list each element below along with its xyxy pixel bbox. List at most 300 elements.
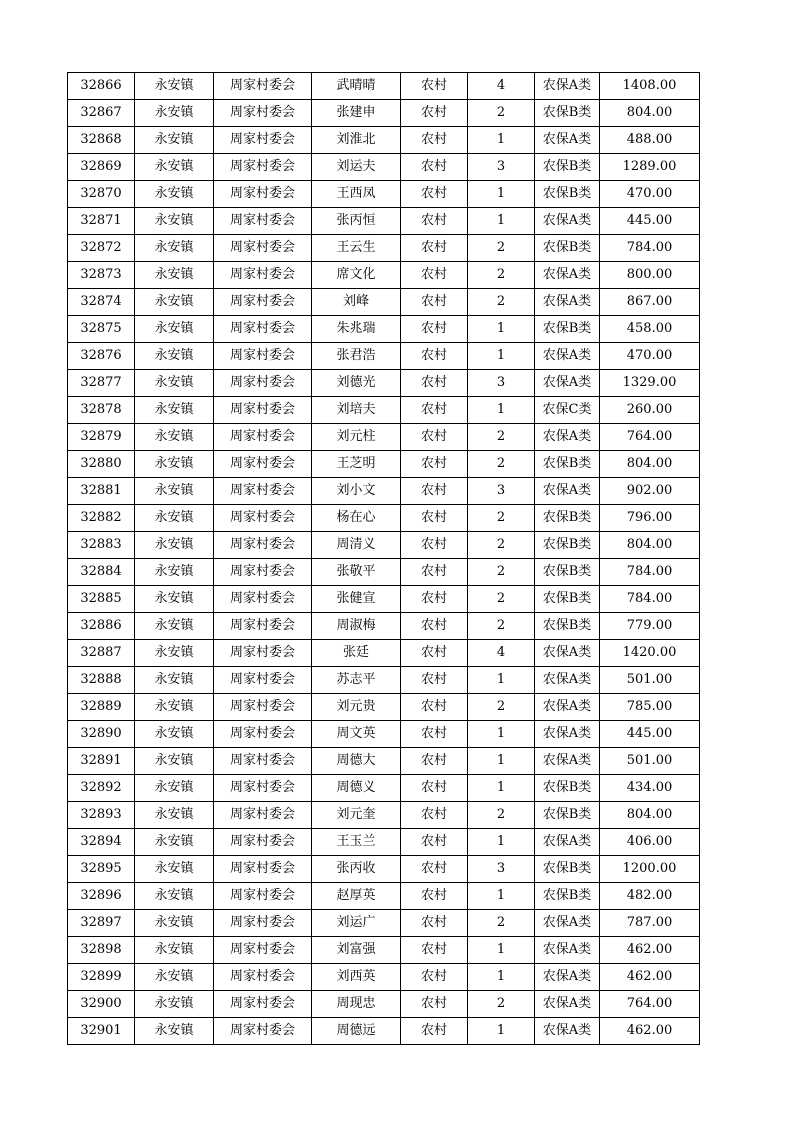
table-row xyxy=(68,73,700,100)
amount-cell: 804.00 xyxy=(600,802,700,829)
household-count-cell: 3 xyxy=(468,370,535,397)
table-row xyxy=(68,640,700,667)
household-count-cell: 2 xyxy=(468,991,535,1018)
amount-cell: 482.00 xyxy=(600,883,700,910)
town-cell: 永安镇 xyxy=(135,775,214,802)
record-id-cell: 32897 xyxy=(68,910,135,937)
name-cell: 刘西英 xyxy=(312,964,401,991)
village-committee-cell: 周家村委会 xyxy=(214,721,312,748)
household-count-cell: 2 xyxy=(468,451,535,478)
table-row xyxy=(68,613,700,640)
category-cell: 农保A类 xyxy=(535,1018,600,1045)
record-id-cell: 32893 xyxy=(68,802,135,829)
category-cell: 农保A类 xyxy=(535,667,600,694)
town-cell: 永安镇 xyxy=(135,262,214,289)
amount-cell: 462.00 xyxy=(600,1018,700,1045)
amount-cell: 488.00 xyxy=(600,127,700,154)
household-count-cell: 3 xyxy=(468,154,535,181)
record-id-cell: 32888 xyxy=(68,667,135,694)
category-cell: 农保A类 xyxy=(535,289,600,316)
area-type-cell: 农村 xyxy=(401,1018,468,1045)
town-cell: 永安镇 xyxy=(135,451,214,478)
category-cell: 农保A类 xyxy=(535,937,600,964)
household-count-cell: 3 xyxy=(468,856,535,883)
area-type-cell: 农村 xyxy=(401,316,468,343)
name-cell: 刘德光 xyxy=(312,370,401,397)
town-cell: 永安镇 xyxy=(135,100,214,127)
village-committee-cell: 周家村委会 xyxy=(214,829,312,856)
household-count-cell: 2 xyxy=(468,100,535,127)
name-cell: 张建申 xyxy=(312,100,401,127)
household-count-cell: 1 xyxy=(468,937,535,964)
village-committee-cell: 周家村委会 xyxy=(214,559,312,586)
town-cell: 永安镇 xyxy=(135,856,214,883)
town-cell: 永安镇 xyxy=(135,829,214,856)
area-type-cell: 农村 xyxy=(401,667,468,694)
village-committee-cell: 周家村委会 xyxy=(214,991,312,1018)
village-committee-cell: 周家村委会 xyxy=(214,478,312,505)
household-count-cell: 2 xyxy=(468,505,535,532)
amount-cell: 470.00 xyxy=(600,181,700,208)
household-count-cell: 2 xyxy=(468,289,535,316)
amount-cell: 796.00 xyxy=(600,505,700,532)
record-id-cell: 32875 xyxy=(68,316,135,343)
town-cell: 永安镇 xyxy=(135,559,214,586)
town-cell: 永安镇 xyxy=(135,991,214,1018)
category-cell: 农保A类 xyxy=(535,829,600,856)
town-cell: 永安镇 xyxy=(135,910,214,937)
table-row xyxy=(68,829,700,856)
town-cell: 永安镇 xyxy=(135,424,214,451)
household-count-cell: 4 xyxy=(468,73,535,100)
town-cell: 永安镇 xyxy=(135,154,214,181)
table-row xyxy=(68,586,700,613)
village-committee-cell: 周家村委会 xyxy=(214,937,312,964)
household-count-cell: 1 xyxy=(468,748,535,775)
category-cell: 农保B类 xyxy=(535,451,600,478)
table-row xyxy=(68,424,700,451)
table-row xyxy=(68,505,700,532)
area-type-cell: 农村 xyxy=(401,370,468,397)
record-id-cell: 32872 xyxy=(68,235,135,262)
category-cell: 农保B类 xyxy=(535,235,600,262)
village-committee-cell: 周家村委会 xyxy=(214,667,312,694)
table-row xyxy=(68,235,700,262)
table-row xyxy=(68,532,700,559)
category-cell: 农保B类 xyxy=(535,856,600,883)
category-cell: 农保B类 xyxy=(535,586,600,613)
category-cell: 农保A类 xyxy=(535,721,600,748)
name-cell: 刘运广 xyxy=(312,910,401,937)
table-row xyxy=(68,748,700,775)
name-cell: 周清义 xyxy=(312,532,401,559)
village-committee-cell: 周家村委会 xyxy=(214,154,312,181)
table-row xyxy=(68,289,700,316)
area-type-cell: 农村 xyxy=(401,883,468,910)
amount-cell: 445.00 xyxy=(600,208,700,235)
name-cell: 刘峰 xyxy=(312,289,401,316)
town-cell: 永安镇 xyxy=(135,505,214,532)
category-cell: 农保A类 xyxy=(535,748,600,775)
amount-cell: 458.00 xyxy=(600,316,700,343)
village-committee-cell: 周家村委会 xyxy=(214,910,312,937)
village-committee-cell: 周家村委会 xyxy=(214,532,312,559)
area-type-cell: 农村 xyxy=(401,235,468,262)
name-cell: 刘小文 xyxy=(312,478,401,505)
amount-cell: 779.00 xyxy=(600,613,700,640)
area-type-cell: 农村 xyxy=(401,640,468,667)
village-committee-cell: 周家村委会 xyxy=(214,883,312,910)
area-type-cell: 农村 xyxy=(401,181,468,208)
household-count-cell: 2 xyxy=(468,559,535,586)
area-type-cell: 农村 xyxy=(401,586,468,613)
name-cell: 刘元柱 xyxy=(312,424,401,451)
village-committee-cell: 周家村委会 xyxy=(214,694,312,721)
category-cell: 农保B类 xyxy=(535,505,600,532)
record-id-cell: 32901 xyxy=(68,1018,135,1045)
records-table xyxy=(67,72,700,1045)
name-cell: 王玉兰 xyxy=(312,829,401,856)
amount-cell: 1329.00 xyxy=(600,370,700,397)
village-committee-cell: 周家村委会 xyxy=(214,289,312,316)
record-id-cell: 32896 xyxy=(68,883,135,910)
village-committee-cell: 周家村委会 xyxy=(214,316,312,343)
household-count-cell: 2 xyxy=(468,802,535,829)
table-row xyxy=(68,478,700,505)
area-type-cell: 农村 xyxy=(401,289,468,316)
record-id-cell: 32892 xyxy=(68,775,135,802)
town-cell: 永安镇 xyxy=(135,748,214,775)
village-committee-cell: 周家村委会 xyxy=(214,505,312,532)
household-count-cell: 1 xyxy=(468,667,535,694)
area-type-cell: 农村 xyxy=(401,73,468,100)
table-row xyxy=(68,262,700,289)
table-row xyxy=(68,937,700,964)
category-cell: 农保B类 xyxy=(535,883,600,910)
amount-cell: 501.00 xyxy=(600,667,700,694)
area-type-cell: 农村 xyxy=(401,829,468,856)
name-cell: 周德远 xyxy=(312,1018,401,1045)
table-row xyxy=(68,721,700,748)
category-cell: 农保B类 xyxy=(535,532,600,559)
name-cell: 周德大 xyxy=(312,748,401,775)
area-type-cell: 农村 xyxy=(401,964,468,991)
household-count-cell: 2 xyxy=(468,262,535,289)
amount-cell: 784.00 xyxy=(600,586,700,613)
amount-cell: 902.00 xyxy=(600,478,700,505)
village-committee-cell: 周家村委会 xyxy=(214,424,312,451)
name-cell: 席文化 xyxy=(312,262,401,289)
category-cell: 农保B类 xyxy=(535,181,600,208)
table-row xyxy=(68,100,700,127)
village-committee-cell: 周家村委会 xyxy=(214,613,312,640)
area-type-cell: 农村 xyxy=(401,451,468,478)
village-committee-cell: 周家村委会 xyxy=(214,343,312,370)
name-cell: 张君浩 xyxy=(312,343,401,370)
amount-cell: 470.00 xyxy=(600,343,700,370)
table-row xyxy=(68,397,700,424)
area-type-cell: 农村 xyxy=(401,478,468,505)
category-cell: 农保B类 xyxy=(535,100,600,127)
name-cell: 杨在心 xyxy=(312,505,401,532)
category-cell: 农保A类 xyxy=(535,991,600,1018)
category-cell: 农保B类 xyxy=(535,802,600,829)
household-count-cell: 1 xyxy=(468,829,535,856)
town-cell: 永安镇 xyxy=(135,316,214,343)
record-id-cell: 32866 xyxy=(68,73,135,100)
amount-cell: 784.00 xyxy=(600,235,700,262)
amount-cell: 1408.00 xyxy=(600,73,700,100)
area-type-cell: 农村 xyxy=(401,262,468,289)
name-cell: 朱兆瑞 xyxy=(312,316,401,343)
amount-cell: 260.00 xyxy=(600,397,700,424)
name-cell: 武晴晴 xyxy=(312,73,401,100)
town-cell: 永安镇 xyxy=(135,937,214,964)
town-cell: 永安镇 xyxy=(135,397,214,424)
town-cell: 永安镇 xyxy=(135,208,214,235)
village-committee-cell: 周家村委会 xyxy=(214,127,312,154)
village-committee-cell: 周家村委会 xyxy=(214,964,312,991)
record-id-cell: 32881 xyxy=(68,478,135,505)
area-type-cell: 农村 xyxy=(401,397,468,424)
record-id-cell: 32884 xyxy=(68,559,135,586)
name-cell: 刘培夫 xyxy=(312,397,401,424)
area-type-cell: 农村 xyxy=(401,127,468,154)
table-row xyxy=(68,316,700,343)
name-cell: 周现忠 xyxy=(312,991,401,1018)
table-row xyxy=(68,802,700,829)
household-count-cell: 1 xyxy=(468,397,535,424)
amount-cell: 804.00 xyxy=(600,532,700,559)
table-row xyxy=(68,991,700,1018)
area-type-cell: 农村 xyxy=(401,937,468,964)
record-id-cell: 32900 xyxy=(68,991,135,1018)
table-row xyxy=(68,370,700,397)
category-cell: 农保A类 xyxy=(535,694,600,721)
record-id-cell: 32898 xyxy=(68,937,135,964)
amount-cell: 445.00 xyxy=(600,721,700,748)
category-cell: 农保A类 xyxy=(535,370,600,397)
household-count-cell: 1 xyxy=(468,883,535,910)
village-committee-cell: 周家村委会 xyxy=(214,181,312,208)
town-cell: 永安镇 xyxy=(135,73,214,100)
table-row xyxy=(68,343,700,370)
category-cell: 农保B类 xyxy=(535,316,600,343)
table-row xyxy=(68,667,700,694)
category-cell: 农保A类 xyxy=(535,127,600,154)
town-cell: 永安镇 xyxy=(135,289,214,316)
record-id-cell: 32890 xyxy=(68,721,135,748)
area-type-cell: 农村 xyxy=(401,694,468,721)
name-cell: 王芝明 xyxy=(312,451,401,478)
record-id-cell: 32887 xyxy=(68,640,135,667)
category-cell: 农保B类 xyxy=(535,775,600,802)
category-cell: 农保B类 xyxy=(535,154,600,181)
household-count-cell: 2 xyxy=(468,910,535,937)
table-row xyxy=(68,451,700,478)
record-id-cell: 32894 xyxy=(68,829,135,856)
village-committee-cell: 周家村委会 xyxy=(214,802,312,829)
table-row xyxy=(68,883,700,910)
village-committee-cell: 周家村委会 xyxy=(214,262,312,289)
household-count-cell: 3 xyxy=(468,478,535,505)
record-id-cell: 32899 xyxy=(68,964,135,991)
category-cell: 农保A类 xyxy=(535,208,600,235)
name-cell: 苏志平 xyxy=(312,667,401,694)
area-type-cell: 农村 xyxy=(401,748,468,775)
town-cell: 永安镇 xyxy=(135,613,214,640)
household-count-cell: 1 xyxy=(468,721,535,748)
amount-cell: 434.00 xyxy=(600,775,700,802)
household-count-cell: 1 xyxy=(468,181,535,208)
town-cell: 永安镇 xyxy=(135,883,214,910)
household-count-cell: 1 xyxy=(468,964,535,991)
category-cell: 农保A类 xyxy=(535,343,600,370)
household-count-cell: 2 xyxy=(468,586,535,613)
amount-cell: 764.00 xyxy=(600,424,700,451)
amount-cell: 867.00 xyxy=(600,289,700,316)
category-cell: 农保B类 xyxy=(535,559,600,586)
record-id-cell: 32874 xyxy=(68,289,135,316)
record-id-cell: 32876 xyxy=(68,343,135,370)
record-id-cell: 32880 xyxy=(68,451,135,478)
record-id-cell: 32879 xyxy=(68,424,135,451)
area-type-cell: 农村 xyxy=(401,100,468,127)
record-id-cell: 32895 xyxy=(68,856,135,883)
area-type-cell: 农村 xyxy=(401,505,468,532)
record-id-cell: 32878 xyxy=(68,397,135,424)
name-cell: 周淑梅 xyxy=(312,613,401,640)
household-count-cell: 1 xyxy=(468,343,535,370)
record-id-cell: 32877 xyxy=(68,370,135,397)
record-id-cell: 32885 xyxy=(68,586,135,613)
area-type-cell: 农村 xyxy=(401,343,468,370)
table-row xyxy=(68,694,700,721)
area-type-cell: 农村 xyxy=(401,856,468,883)
name-cell: 刘淮北 xyxy=(312,127,401,154)
record-id-cell: 32882 xyxy=(68,505,135,532)
town-cell: 永安镇 xyxy=(135,532,214,559)
table-row xyxy=(68,127,700,154)
table-row xyxy=(68,964,700,991)
area-type-cell: 农村 xyxy=(401,208,468,235)
household-count-cell: 1 xyxy=(468,208,535,235)
amount-cell: 462.00 xyxy=(600,964,700,991)
household-count-cell: 1 xyxy=(468,775,535,802)
amount-cell: 462.00 xyxy=(600,937,700,964)
name-cell: 王云生 xyxy=(312,235,401,262)
name-cell: 张丙收 xyxy=(312,856,401,883)
name-cell: 周文英 xyxy=(312,721,401,748)
village-committee-cell: 周家村委会 xyxy=(214,73,312,100)
amount-cell: 1289.00 xyxy=(600,154,700,181)
town-cell: 永安镇 xyxy=(135,370,214,397)
town-cell: 永安镇 xyxy=(135,721,214,748)
area-type-cell: 农村 xyxy=(401,991,468,1018)
category-cell: 农保A类 xyxy=(535,910,600,937)
area-type-cell: 农村 xyxy=(401,802,468,829)
area-type-cell: 农村 xyxy=(401,775,468,802)
amount-cell: 804.00 xyxy=(600,100,700,127)
name-cell: 刘元奎 xyxy=(312,802,401,829)
household-count-cell: 4 xyxy=(468,640,535,667)
area-type-cell: 农村 xyxy=(401,559,468,586)
amount-cell: 1200.00 xyxy=(600,856,700,883)
record-id-cell: 32891 xyxy=(68,748,135,775)
table-row xyxy=(68,1018,700,1045)
household-count-cell: 2 xyxy=(468,424,535,451)
record-id-cell: 32883 xyxy=(68,532,135,559)
records-table-body xyxy=(68,73,700,1045)
amount-cell: 800.00 xyxy=(600,262,700,289)
record-id-cell: 32871 xyxy=(68,208,135,235)
area-type-cell: 农村 xyxy=(401,532,468,559)
area-type-cell: 农村 xyxy=(401,721,468,748)
table-row xyxy=(68,775,700,802)
household-count-cell: 2 xyxy=(468,235,535,262)
name-cell: 刘运夫 xyxy=(312,154,401,181)
town-cell: 永安镇 xyxy=(135,1018,214,1045)
table-row xyxy=(68,559,700,586)
amount-cell: 785.00 xyxy=(600,694,700,721)
name-cell: 刘元贵 xyxy=(312,694,401,721)
household-count-cell: 1 xyxy=(468,127,535,154)
village-committee-cell: 周家村委会 xyxy=(214,235,312,262)
name-cell: 赵厚英 xyxy=(312,883,401,910)
area-type-cell: 农村 xyxy=(401,424,468,451)
name-cell: 周德义 xyxy=(312,775,401,802)
village-committee-cell: 周家村委会 xyxy=(214,370,312,397)
town-cell: 永安镇 xyxy=(135,694,214,721)
table-row xyxy=(68,154,700,181)
town-cell: 永安镇 xyxy=(135,586,214,613)
household-count-cell: 1 xyxy=(468,316,535,343)
name-cell: 张敬平 xyxy=(312,559,401,586)
household-count-cell: 1 xyxy=(468,1018,535,1045)
record-id-cell: 32868 xyxy=(68,127,135,154)
amount-cell: 764.00 xyxy=(600,991,700,1018)
village-committee-cell: 周家村委会 xyxy=(214,208,312,235)
village-committee-cell: 周家村委会 xyxy=(214,856,312,883)
town-cell: 永安镇 xyxy=(135,802,214,829)
category-cell: 农保A类 xyxy=(535,73,600,100)
area-type-cell: 农村 xyxy=(401,613,468,640)
record-id-cell: 32869 xyxy=(68,154,135,181)
village-committee-cell: 周家村委会 xyxy=(214,586,312,613)
household-count-cell: 2 xyxy=(468,613,535,640)
village-committee-cell: 周家村委会 xyxy=(214,451,312,478)
record-id-cell: 32870 xyxy=(68,181,135,208)
category-cell: 农保B类 xyxy=(535,613,600,640)
category-cell: 农保C类 xyxy=(535,397,600,424)
amount-cell: 784.00 xyxy=(600,559,700,586)
town-cell: 永安镇 xyxy=(135,343,214,370)
category-cell: 农保A类 xyxy=(535,964,600,991)
amount-cell: 406.00 xyxy=(600,829,700,856)
category-cell: 农保A类 xyxy=(535,424,600,451)
record-id-cell: 32873 xyxy=(68,262,135,289)
area-type-cell: 农村 xyxy=(401,154,468,181)
village-committee-cell: 周家村委会 xyxy=(214,1018,312,1045)
area-type-cell: 农村 xyxy=(401,910,468,937)
town-cell: 永安镇 xyxy=(135,235,214,262)
town-cell: 永安镇 xyxy=(135,478,214,505)
town-cell: 永安镇 xyxy=(135,667,214,694)
name-cell: 张健宣 xyxy=(312,586,401,613)
village-committee-cell: 周家村委会 xyxy=(214,640,312,667)
town-cell: 永安镇 xyxy=(135,964,214,991)
table-row xyxy=(68,181,700,208)
